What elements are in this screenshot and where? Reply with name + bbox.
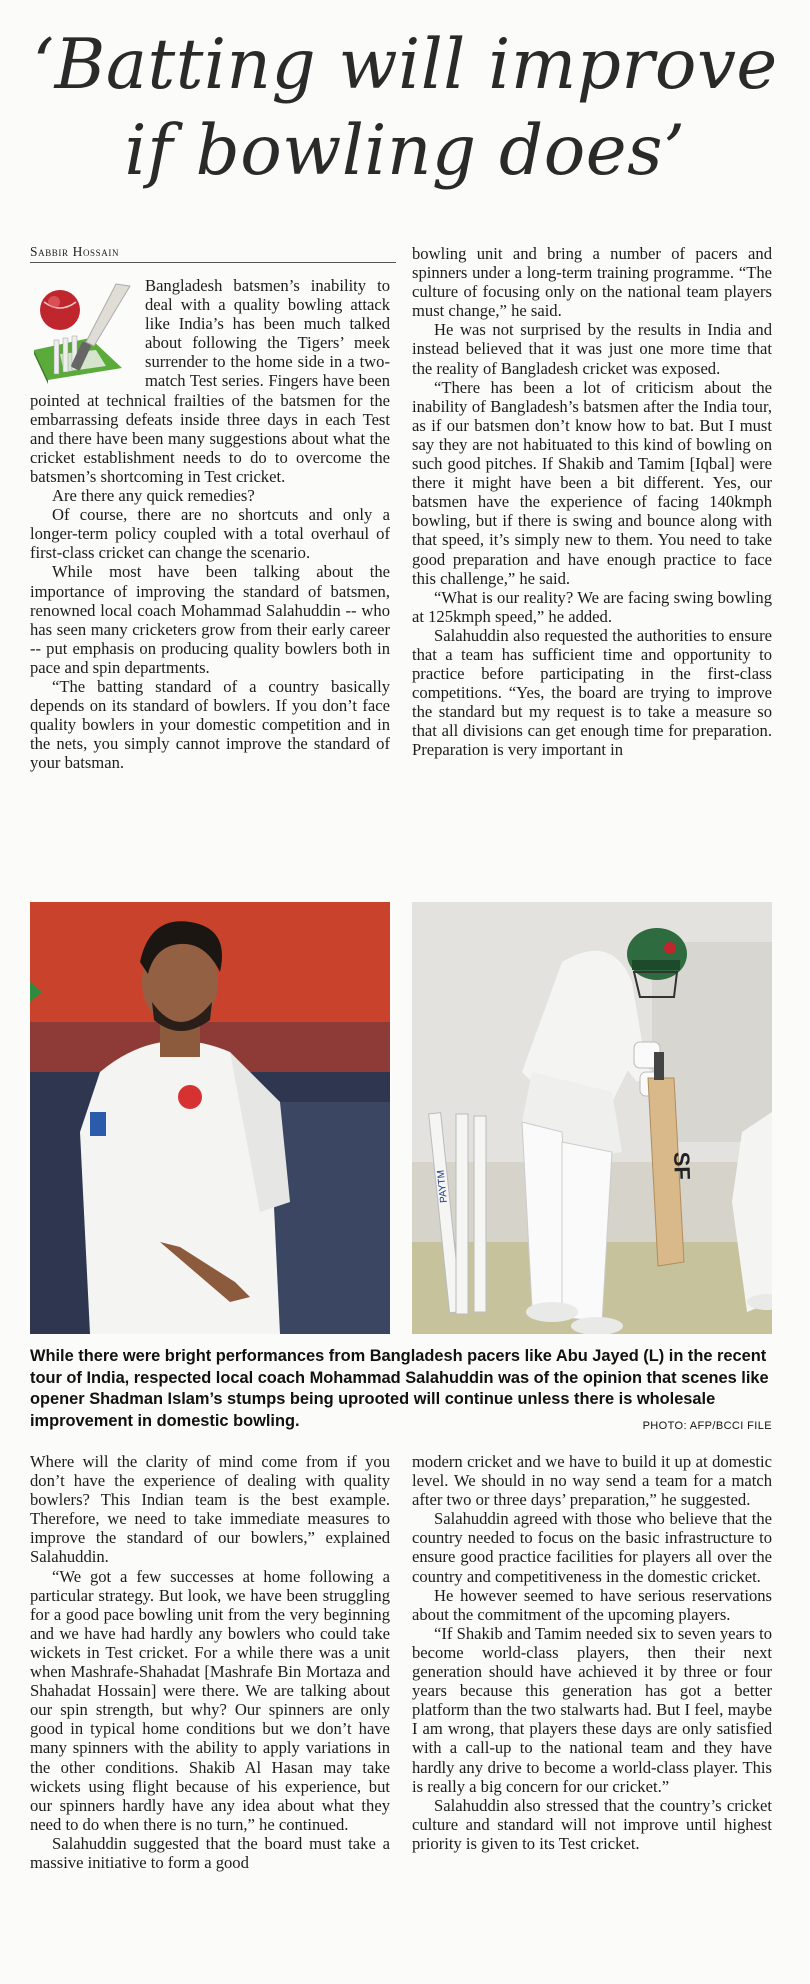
paragraph: “We got a few successes at home following a particular strategy. But look, we have been struggling for a good pace bowling unit from the very beginning and we have had hardly any bowlers who could take wickets in Test cricket. For a while there was a unit when Mashrafe-Shahadat [Mashrafe Bin Mortaza and Shahadat Hossain] were there. We are talking about our spin strength, but why? Our spinners are only good in typical home conditions but we don’t have many spinners with the ability to apply variations in the other conditions. Shakib Al Hasan may take wickets using flight because of his experience, but our spinners hardly have any idea about what they need to do when there is no turn,” he continued. — [30, 1566, 390, 1834]
paragraph: Of course, there are no shortcuts and only a longer-term policy coupled with a total overhaul of first-class cricket can change the scenario. — [30, 505, 390, 563]
paragraph: He however seemed to have serious reservations about the commitment of the upcoming players. — [412, 1585, 772, 1624]
caption-text: While there were bright performances from Bangladesh pacers like Abu Jayed (L) in the recent tour of India, respected local coach Mohammad Salahuddin was of the opinion that scenes like opener Shadman Islam’s stumps being uprooted will continue unless there is wholesale improvement in domestic bowling. — [30, 1347, 769, 1430]
paragraph: Salahuddin agreed with those who believe that the country needed to focus on the basic infrastructure to ensure good practice facilities for players all over the country and competitiveness in the domestic cricket. — [412, 1509, 772, 1586]
paragraph: Are there any quick remedies? — [52, 486, 255, 506]
article-column-2 — [412, 244, 772, 884]
headline-line-2: if bowling does’ — [124, 111, 686, 191]
article-column-1 — [30, 276, 390, 872]
paragraph: Where will the clarity of mind come from if you don’t have the experience of dealing with quality bowlers? This Indian team is the best example. Therefore, we need to take immediate measures to improve the standard of our bowlers,” explained Salahuddin. — [30, 1452, 390, 1567]
article-column-4 — [412, 1452, 772, 1972]
svg-text:SF: SF — [669, 1151, 695, 1181]
paragraph: Salahuddin suggested that the board must take a massive initiative to form a good — [30, 1833, 390, 1872]
paragraph: He was not surprised by the results in India and instead believed that it was just one more time that the reality of Bangladesh cricket was exposed. — [412, 320, 772, 378]
paragraph: Salahuddin also stressed that the country’s cricket culture and standard will not improve until highest priority is given to its Test cricket. — [412, 1795, 772, 1853]
stump-logo-text: PAYTM — [435, 1169, 451, 1204]
paragraph: Bangladesh batsmen’s inability to deal with a quality bowling attack like India’s has been much talked about following the Tigers’ meek surrender to the home side in a two-match Test series. Fingers have been pointed at technical frailties of the batsmen for the embarrassing defeats inside three days in each Test and there have been many suggestions about what the cricket establishment needs to do to overcome the batsmen’s shortcoming in Test cricket. — [30, 276, 390, 486]
article-column-3 — [30, 1452, 390, 1972]
photo-caption — [30, 1346, 772, 1437]
byline: Sabbir Hossain — [30, 244, 120, 259]
paragraph: bowling unit and bring a number of pacers and spinners under a long-term training programme. “The culture of focusing only on the national team players must change,” he said. — [412, 244, 772, 321]
paragraph: While most have been talking about the importance of improving the standard of batsmen, renowned local coach Mohammad Salahuddin -- who has seen many cricketers grow from their early career -- put emphasis on producing quality bowlers both in pace and spin departments. — [30, 562, 390, 677]
paragraph: “If Shakib and Tamim needed six to seven years to become world-class players, then their next generation should have achieved it by three or four years because this generation has got a better platform than the two stalwarts had. But I feel, maybe I am wrong, that players these days are only satisfied with a call-up to the national team and they have hardly any drive to become a world-class player. This is really a big concern for our cricket.” — [412, 1623, 772, 1796]
cricket-logo-icon — [30, 280, 135, 386]
headline-line-1: ‘Batting will improve — [32, 25, 778, 105]
photo-batsman-bowled — [412, 902, 772, 1334]
photo-bowler — [30, 902, 390, 1334]
paragraph: modern cricket and we have to build it up at domestic level. We should in no way send a team for a match after two or three days’ preparation,” he suggested. — [412, 1452, 772, 1510]
paragraph: Salahuddin also requested the authorities to ensure that a team has sufficient time and opportunity to practice before participating in the first-class competitions. “Yes, the board are trying to improve the standard but my request is to take a measure so that all divisions can get enough time for preparation. Preparation is very important in — [412, 625, 772, 760]
paragraph: “What is our reality? We are facing swing bowling at 125kmph speed,” he added. — [412, 587, 772, 626]
byline-rule — [30, 262, 396, 263]
headline — [0, 22, 810, 194]
paragraph: “There has been a lot of criticism about the inability of Bangladesh’s batsmen after the India tour, as if our batsmen don’t know how to bat. But I must say they are not habituated to this kind of bowling on such good pitches. If Shakib and Tamim [Iqbal] were there it might have been a bit different. Yes, our batsmen have the experience of facing 140kmph bowling, but if there is swing and bounce along with that speed, it’s simply new to them. You need to take good preparation and have enough practice to face this challenge,” he said. — [412, 377, 772, 588]
photo-credit: PHOTO: AFP/BCCI FILE — [642, 1419, 772, 1432]
paragraph: “The batting standard of a country basically depends on its standard of bowlers. If you don’t face quality bowlers in your domestic competition and in the nets, you simply cannot improve the standard of your batsman. — [30, 676, 390, 773]
